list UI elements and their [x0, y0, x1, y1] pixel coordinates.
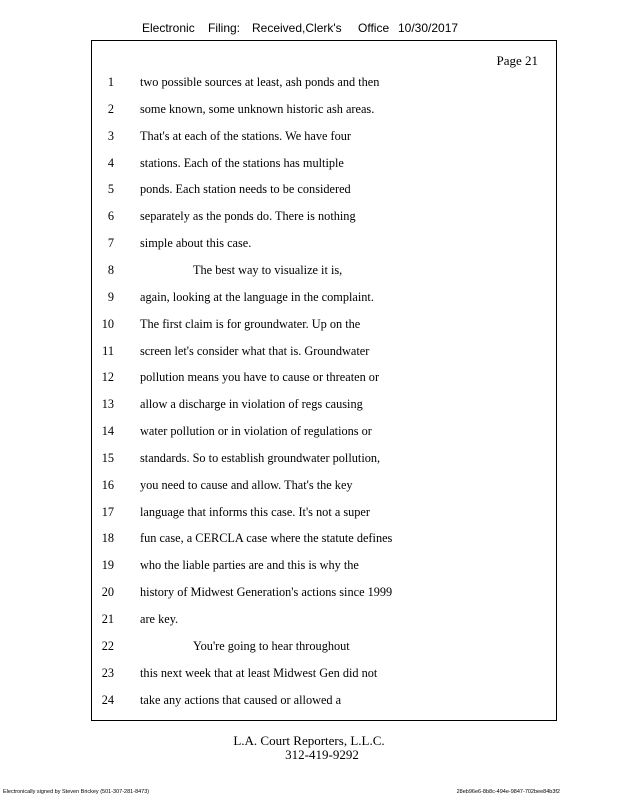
line-text: The first claim is for groundwater. Up on the	[140, 316, 361, 331]
line-text: two possible sources at least, ash ponds and then	[140, 75, 380, 89]
line-number: 18	[101, 531, 114, 546]
line-text: stations. Each of the stations has multiple	[140, 155, 344, 170]
line-text: ponds. Each station needs to be considered	[140, 182, 351, 197]
line-number: 10	[101, 316, 114, 331]
line-number: 4	[107, 155, 114, 170]
transcript-line	[92, 73, 552, 91]
line-number: 6	[107, 209, 114, 224]
transcript-page	[91, 40, 557, 721]
transcript-line	[92, 449, 552, 467]
line-text: water pollution or in violation of regulations or	[140, 424, 372, 439]
signature-left: Electronically signed by Steven Brickey (501-307-281-8473)	[3, 789, 150, 795]
line-number: 17	[101, 504, 114, 519]
transcript-line	[92, 342, 552, 360]
line-number: 16	[101, 477, 114, 492]
filing-electronic: Electronic	[142, 21, 195, 35]
line-text: are key.	[140, 612, 179, 626]
line-number: 23	[101, 665, 114, 680]
line-number: 22	[101, 638, 114, 653]
transcript-line	[92, 556, 552, 574]
transcript-line	[92, 395, 552, 413]
line-text: allow a discharge in violation of regs causing	[140, 397, 363, 412]
line-number: 24	[101, 692, 114, 707]
line-number: 2	[107, 101, 114, 116]
line-number: 11	[102, 343, 114, 358]
transcript-line	[92, 637, 552, 655]
line-text: That's at each of the stations. We have four	[140, 128, 351, 143]
line-number: 13	[101, 397, 114, 412]
transcript-line	[92, 664, 552, 682]
line-number: 8	[107, 262, 114, 277]
signature-right: 28eb96e6-8b8c-494e-9847-702bee84b3f2	[456, 789, 560, 795]
transcript-line	[92, 368, 552, 386]
line-number: 7	[107, 236, 114, 251]
transcript-line	[92, 691, 552, 709]
line-text: The best way to visualize it is,	[193, 262, 343, 277]
transcript-line	[92, 234, 552, 252]
transcript-line	[92, 529, 552, 547]
line-number: 5	[107, 182, 114, 197]
transcript-line	[92, 476, 552, 494]
line-text: separately as the ponds do. There is nothing	[140, 209, 356, 224]
court-reporter-phone: 312-419-9292	[285, 747, 359, 762]
line-text: standards. So to establish groundwater pollution,	[140, 450, 381, 465]
filing-received: Received,Clerk's	[252, 21, 342, 35]
transcript-line	[92, 100, 552, 118]
line-number: 19	[101, 558, 114, 573]
line-number: 14	[101, 424, 114, 439]
line-text: history of Midwest Generation's actions since 1999	[140, 585, 393, 600]
line-text: fun case, a CERCLA case where the statute defines	[140, 531, 393, 546]
transcript-line	[92, 422, 552, 440]
line-text: language that informs this case. It's not a super	[140, 504, 370, 519]
line-number: 9	[107, 289, 114, 304]
line-number: 21	[101, 612, 114, 626]
line-text: this next week that at least Midwest Gen did not	[140, 665, 378, 680]
line-text: take any actions that caused or allowed a	[140, 692, 342, 707]
transcript-line	[92, 610, 552, 628]
line-number: 3	[107, 128, 114, 143]
transcript-line	[92, 180, 552, 198]
line-text: you need to cause and allow. That's the key	[140, 477, 353, 492]
line-text: screen let's consider what that is. Groundwater	[140, 343, 370, 358]
line-number: 20	[101, 585, 114, 600]
filing-office: Office	[358, 21, 390, 35]
line-number: 1	[107, 75, 114, 89]
transcript-line	[92, 207, 552, 225]
transcript-line	[92, 503, 552, 521]
transcript-line	[92, 315, 552, 333]
filing-label: Filing:	[208, 21, 241, 35]
line-text: simple about this case.	[140, 236, 252, 251]
transcript-line	[92, 583, 552, 601]
line-text: pollution means you have to cause or threaten or	[140, 370, 380, 385]
line-number: 15	[101, 450, 114, 465]
page-number: Page 21	[496, 53, 538, 68]
line-text: who the liable parties are and this is why the	[140, 558, 359, 573]
line-number: 12	[101, 370, 114, 385]
transcript-line	[92, 127, 552, 145]
transcript-line	[92, 288, 552, 306]
filing-date: 10/30/2017	[398, 21, 459, 35]
transcript-line	[92, 154, 552, 172]
line-text: again, looking at the language in the complaint.	[140, 289, 374, 304]
line-text: You're going to hear throughout	[193, 638, 350, 653]
transcript-line	[92, 261, 552, 279]
line-text: some known, some unknown historic ash areas.	[140, 101, 375, 116]
court-reporter-name: L.A. Court Reporters, L.L.C.	[233, 733, 385, 748]
